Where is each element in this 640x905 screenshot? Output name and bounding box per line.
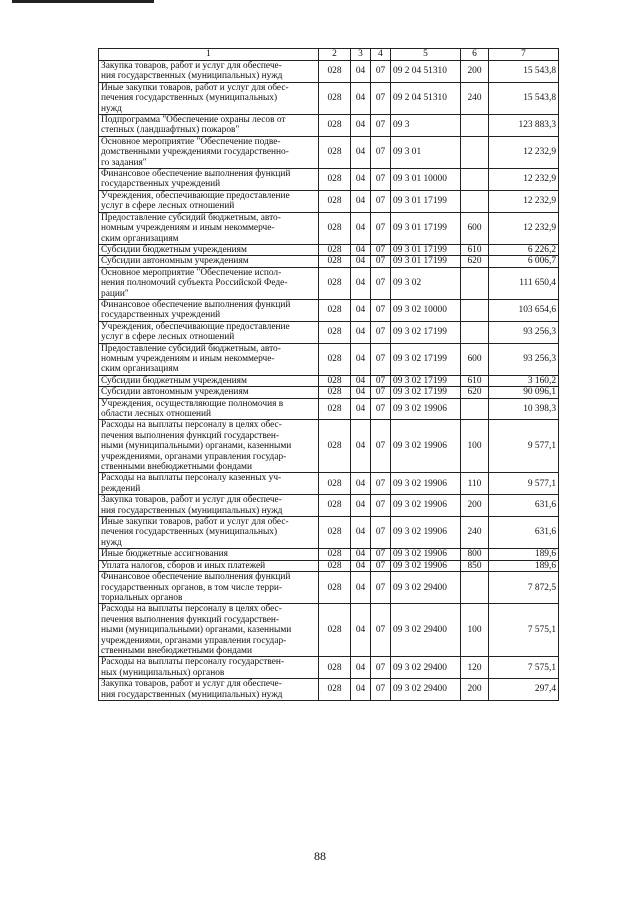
expense-type-code: 850	[461, 560, 489, 571]
header-cell-5: 5	[391, 49, 461, 61]
row-description: Предоставление субсидий бюджетным, авто- номным учреждениям и иным некоммерче- ским организациям	[99, 212, 319, 244]
section-code: 04	[351, 299, 371, 321]
ministry-code: 028	[319, 244, 351, 255]
amount: 6 006,7	[489, 256, 559, 267]
ministry-code: 028	[319, 420, 351, 473]
amount: 631,6	[489, 517, 559, 549]
section-code: 04	[351, 136, 371, 168]
amount: 6 226,2	[489, 244, 559, 255]
target-item-code: 09 3 02 19906	[391, 560, 461, 571]
scan-edge-mark	[12, 0, 154, 3]
target-item-code: 09 3 01 10000	[391, 169, 461, 191]
subsection-code: 07	[371, 495, 391, 517]
target-item-code: 09 3 02 19906	[391, 549, 461, 560]
expense-type-code: 800	[461, 549, 489, 560]
expense-type-code: 620	[461, 256, 489, 267]
amount: 90 096,1	[489, 387, 559, 398]
amount: 189,6	[489, 549, 559, 560]
amount: 111 650,4	[489, 267, 559, 299]
table-row	[99, 604, 559, 657]
table-row	[99, 190, 559, 212]
section-code: 04	[351, 560, 371, 571]
row-description: Финансовое обеспечение выполнения функций государственных учреждений	[99, 299, 319, 321]
expense-type-code: 100	[461, 604, 489, 657]
target-item-code: 09 3 02 17199	[391, 343, 461, 375]
row-description: Субсидии автономным учреждениям	[99, 387, 319, 398]
ministry-code: 028	[319, 299, 351, 321]
amount: 15 543,8	[489, 61, 559, 83]
section-code: 04	[351, 343, 371, 375]
subsection-code: 07	[371, 115, 391, 137]
expense-type-code: 200	[461, 679, 489, 701]
subsection-code: 07	[371, 657, 391, 679]
row-description: Иные бюджетные ассигнования	[99, 549, 319, 560]
ministry-code: 028	[319, 190, 351, 212]
row-description: Уплата налогов, сборов и иных платежей	[99, 560, 319, 571]
table-row	[99, 517, 559, 549]
target-item-code: 09 2 04 51310	[391, 82, 461, 114]
ministry-code: 028	[319, 657, 351, 679]
table-row	[99, 679, 559, 701]
expense-type-code: 610	[461, 375, 489, 386]
section-code: 04	[351, 212, 371, 244]
target-item-code: 09 2 04 51310	[391, 61, 461, 83]
subsection-code: 07	[371, 420, 391, 473]
row-description: Расходы на выплаты персоналу казенных уч- реждений	[99, 473, 319, 495]
ministry-code: 028	[319, 604, 351, 657]
subsection-code: 07	[371, 604, 391, 657]
header-cell-1: 1	[99, 49, 319, 61]
row-description: Основное мероприятие "Обеспечение подве- домственными учреждениями государственно- го задания"	[99, 136, 319, 168]
amount: 9 577,1	[489, 420, 559, 473]
subsection-code: 07	[371, 169, 391, 191]
target-item-code: 09 3 02 10000	[391, 299, 461, 321]
section-code: 04	[351, 604, 371, 657]
table-row	[99, 136, 559, 168]
section-code: 04	[351, 517, 371, 549]
amount: 103 654,6	[489, 299, 559, 321]
section-code: 04	[351, 82, 371, 114]
ministry-code: 028	[319, 343, 351, 375]
section-code: 04	[351, 473, 371, 495]
expense-type-code	[461, 169, 489, 191]
table-row	[99, 212, 559, 244]
row-description: Расходы на выплаты персоналу государствен- ных (муниципальных) органов	[99, 657, 319, 679]
section-code: 04	[351, 679, 371, 701]
table-row	[99, 169, 559, 191]
amount: 93 256,3	[489, 343, 559, 375]
subsection-code: 07	[371, 517, 391, 549]
ministry-code: 028	[319, 321, 351, 343]
table-row	[99, 82, 559, 114]
target-item-code: 09 3 02 17199	[391, 387, 461, 398]
subsection-code: 07	[371, 82, 391, 114]
amount: 15 543,8	[489, 82, 559, 114]
ministry-code: 028	[319, 679, 351, 701]
ministry-code: 028	[319, 560, 351, 571]
row-description: Расходы на выплаты персоналу в целях обес- печения выполнения функций государствен- ными (муниципальными) органами, казенными учреждениями, органами управления государ- ственными внебюджетными фондами	[99, 604, 319, 657]
section-code: 04	[351, 549, 371, 560]
section-code: 04	[351, 321, 371, 343]
target-item-code: 09 3 01 17199	[391, 244, 461, 255]
table-row	[99, 115, 559, 137]
section-code: 04	[351, 190, 371, 212]
section-code: 04	[351, 420, 371, 473]
section-code: 04	[351, 572, 371, 604]
ministry-code: 028	[319, 387, 351, 398]
subsection-code: 07	[371, 190, 391, 212]
row-description: Субсидии бюджетным учреждениям	[99, 375, 319, 386]
target-item-code: 09 3 02	[391, 267, 461, 299]
table-row	[99, 560, 559, 571]
row-description: Финансовое обеспечение выполнения функций государственных органов, в том числе терри- ториальных органов	[99, 572, 319, 604]
table-row	[99, 321, 559, 343]
amount: 7 575,1	[489, 604, 559, 657]
target-item-code: 09 3 02 19906	[391, 398, 461, 420]
table-row	[99, 299, 559, 321]
ministry-code: 028	[319, 115, 351, 137]
subsection-code: 07	[371, 387, 391, 398]
row-description: Иные закупки товаров, работ и услуг для обес- печения государственных (муниципальных) нужд	[99, 82, 319, 114]
table-header-row	[99, 49, 559, 61]
ministry-code: 028	[319, 212, 351, 244]
row-description: Основное мероприятие "Обеспечение испол- нения полномочий субъекта Российской Феде- рации"	[99, 267, 319, 299]
row-description: Подпрограмма "Обеспечение охраны лесов от степных (ландшафтных) пожаров"	[99, 115, 319, 137]
subsection-code: 07	[371, 375, 391, 386]
table-row	[99, 657, 559, 679]
expense-type-code: 120	[461, 657, 489, 679]
expense-type-code: 240	[461, 517, 489, 549]
expense-type-code	[461, 299, 489, 321]
ministry-code: 028	[319, 136, 351, 168]
amount: 9 577,1	[489, 473, 559, 495]
amount: 631,6	[489, 495, 559, 517]
subsection-code: 07	[371, 321, 391, 343]
target-item-code: 09 3 01 17199	[391, 190, 461, 212]
ministry-code: 028	[319, 572, 351, 604]
row-description: Финансовое обеспечение выполнения функций государственных учреждений	[99, 169, 319, 191]
subsection-code: 07	[371, 136, 391, 168]
table-row	[99, 549, 559, 560]
ministry-code: 028	[319, 473, 351, 495]
table-row	[99, 473, 559, 495]
section-code: 04	[351, 115, 371, 137]
expense-type-code: 600	[461, 343, 489, 375]
section-code: 04	[351, 267, 371, 299]
table-row	[99, 244, 559, 255]
header-cell-7: 7	[489, 49, 559, 61]
expense-type-code: 100	[461, 420, 489, 473]
target-item-code: 09 3 02 29400	[391, 572, 461, 604]
expense-type-code: 600	[461, 212, 489, 244]
expense-type-code	[461, 190, 489, 212]
subsection-code: 07	[371, 267, 391, 299]
header-cell-4: 4	[371, 49, 391, 61]
row-description: Учреждения, осуществляющие полномочия в области лесных отношений	[99, 398, 319, 420]
ministry-code: 028	[319, 267, 351, 299]
amount: 93 256,3	[489, 321, 559, 343]
expense-type-code: 610	[461, 244, 489, 255]
subsection-code: 07	[371, 473, 391, 495]
ministry-code: 028	[319, 256, 351, 267]
subsection-code: 07	[371, 560, 391, 571]
section-code: 04	[351, 244, 371, 255]
subsection-code: 07	[371, 212, 391, 244]
target-item-code: 09 3 02 17199	[391, 375, 461, 386]
target-item-code: 09 3	[391, 115, 461, 137]
row-description: Субсидии автономным учреждениям	[99, 256, 319, 267]
expense-type-code: 110	[461, 473, 489, 495]
ministry-code: 028	[319, 517, 351, 549]
row-description: Субсидии бюджетным учреждениям	[99, 244, 319, 255]
expense-type-code	[461, 321, 489, 343]
table-row	[99, 495, 559, 517]
subsection-code: 07	[371, 61, 391, 83]
expense-type-code: 200	[461, 495, 489, 517]
section-code: 04	[351, 169, 371, 191]
amount: 7 575,1	[489, 657, 559, 679]
subsection-code: 07	[371, 549, 391, 560]
target-item-code: 09 3 01 17199	[391, 212, 461, 244]
target-item-code: 09 3 02 19906	[391, 517, 461, 549]
header-cell-2: 2	[319, 49, 351, 61]
amount: 12 232,9	[489, 169, 559, 191]
subsection-code: 07	[371, 244, 391, 255]
table-row	[99, 398, 559, 420]
expense-type-code: 240	[461, 82, 489, 114]
table-row	[99, 61, 559, 83]
amount: 189,6	[489, 560, 559, 571]
table-row	[99, 420, 559, 473]
target-item-code: 09 3 02 29400	[391, 657, 461, 679]
subsection-code: 07	[371, 299, 391, 321]
row-description: Иные закупки товаров, работ и услуг для обес- печения государственных (муниципальных) нужд	[99, 517, 319, 549]
target-item-code: 09 3 02 19906	[391, 495, 461, 517]
ministry-code: 028	[319, 398, 351, 420]
amount: 12 232,9	[489, 136, 559, 168]
subsection-code: 07	[371, 679, 391, 701]
row-description: Закупка товаров, работ и услуг для обеспече- ния государственных (муниципальных) нужд	[99, 495, 319, 517]
target-item-code: 09 3 02 19906	[391, 473, 461, 495]
target-item-code: 09 3 01	[391, 136, 461, 168]
row-description: Расходы на выплаты персоналу в целях обес- печения выполнения функций государствен- ными (муниципальными) органами, казенными учреждениями, органами управления государ- ственными внебюджетными фондами	[99, 420, 319, 473]
amount: 12 232,9	[489, 212, 559, 244]
ministry-code: 028	[319, 495, 351, 517]
amount: 10 398,3	[489, 398, 559, 420]
target-item-code: 09 3 02 29400	[391, 604, 461, 657]
row-description: Предоставление субсидий бюджетным, авто- номным учреждениям и иным некоммерче- ским организациям	[99, 343, 319, 375]
ministry-code: 028	[319, 169, 351, 191]
header-cell-6: 6	[461, 49, 489, 61]
amount: 3 160,2	[489, 375, 559, 386]
row-description: Закупка товаров, работ и услуг для обеспече- ния государственных (муниципальных) нужд	[99, 61, 319, 83]
amount: 7 872,5	[489, 572, 559, 604]
table-row	[99, 387, 559, 398]
header-cell-3: 3	[351, 49, 371, 61]
ministry-code: 028	[319, 61, 351, 83]
table-row	[99, 267, 559, 299]
budget-table	[98, 48, 559, 701]
subsection-code: 07	[371, 572, 391, 604]
section-code: 04	[351, 398, 371, 420]
target-item-code: 09 3 02 19906	[391, 420, 461, 473]
target-item-code: 09 3 01 17199	[391, 256, 461, 267]
section-code: 04	[351, 375, 371, 386]
target-item-code: 09 3 02 17199	[391, 321, 461, 343]
row-description: Учреждения, обеспечивающие предоставление услуг в сфере лесных отношений	[99, 321, 319, 343]
expense-type-code	[461, 572, 489, 604]
table-row	[99, 572, 559, 604]
expense-type-code	[461, 398, 489, 420]
table-row	[99, 343, 559, 375]
amount: 12 232,9	[489, 190, 559, 212]
target-item-code: 09 3 02 29400	[391, 679, 461, 701]
ministry-code: 028	[319, 82, 351, 114]
section-code: 04	[351, 657, 371, 679]
expense-type-code: 200	[461, 61, 489, 83]
table-row	[99, 375, 559, 386]
amount: 297,4	[489, 679, 559, 701]
amount: 123 883,3	[489, 115, 559, 137]
table-row	[99, 256, 559, 267]
subsection-code: 07	[371, 398, 391, 420]
expense-type-code	[461, 136, 489, 168]
subsection-code: 07	[371, 343, 391, 375]
section-code: 04	[351, 495, 371, 517]
expense-type-code	[461, 267, 489, 299]
section-code: 04	[351, 61, 371, 83]
ministry-code: 028	[319, 375, 351, 386]
expense-type-code	[461, 115, 489, 137]
row-description: Закупка товаров, работ и услуг для обеспече- ния государственных (муниципальных) нужд	[99, 679, 319, 701]
row-description: Учреждения, обеспечивающие предоставление услуг в сфере лесных отношений	[99, 190, 319, 212]
section-code: 04	[351, 387, 371, 398]
page-number: 88	[314, 849, 326, 863]
section-code: 04	[351, 256, 371, 267]
expense-type-code: 620	[461, 387, 489, 398]
subsection-code: 07	[371, 256, 391, 267]
ministry-code: 028	[319, 549, 351, 560]
